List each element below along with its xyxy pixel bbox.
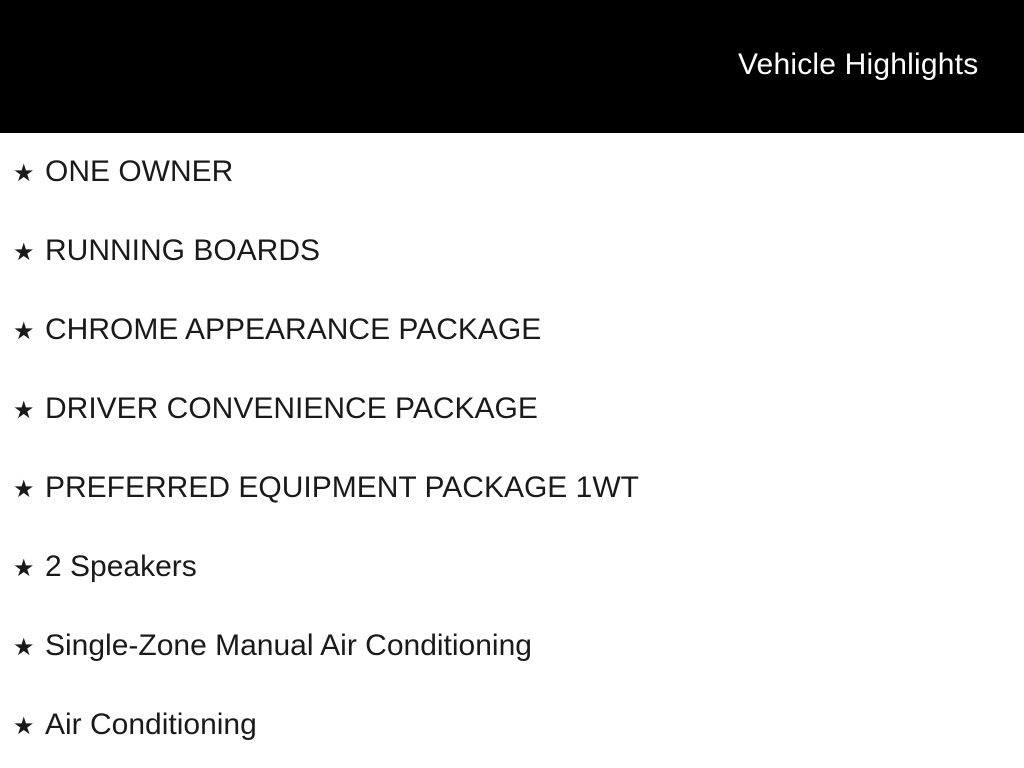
list-item: [0, 449, 1024, 528]
list-item: [0, 133, 1024, 212]
list-item: [0, 607, 1024, 686]
list-item: [0, 212, 1024, 291]
highlight-label: Single-Zone Manual Air Conditioning: [45, 629, 532, 662]
header-bar: [0, 0, 1024, 133]
star-icon: ★: [13, 396, 35, 424]
highlight-label: PREFERRED EQUIPMENT PACKAGE 1WT: [45, 471, 639, 504]
list-item: [0, 370, 1024, 449]
highlight-label: CHROME APPEARANCE PACKAGE: [45, 313, 542, 346]
list-item: [0, 528, 1024, 607]
page-title: Vehicle Highlights: [738, 48, 979, 81]
highlight-label: 2 Speakers: [45, 550, 197, 583]
highlight-label: ONE OWNER: [45, 155, 234, 188]
highlights-list: [0, 133, 1024, 765]
highlight-label: Air Conditioning: [45, 708, 257, 741]
list-item: [0, 291, 1024, 370]
star-icon: ★: [13, 317, 35, 345]
star-icon: ★: [13, 159, 35, 187]
star-icon: ★: [13, 712, 35, 740]
star-icon: ★: [13, 633, 35, 661]
highlight-label: RUNNING BOARDS: [45, 234, 321, 267]
list-item: [0, 686, 1024, 765]
highlight-label: DRIVER CONVENIENCE PACKAGE: [45, 392, 538, 425]
star-icon: ★: [13, 554, 35, 582]
star-icon: ★: [13, 475, 35, 503]
star-icon: ★: [13, 238, 35, 266]
